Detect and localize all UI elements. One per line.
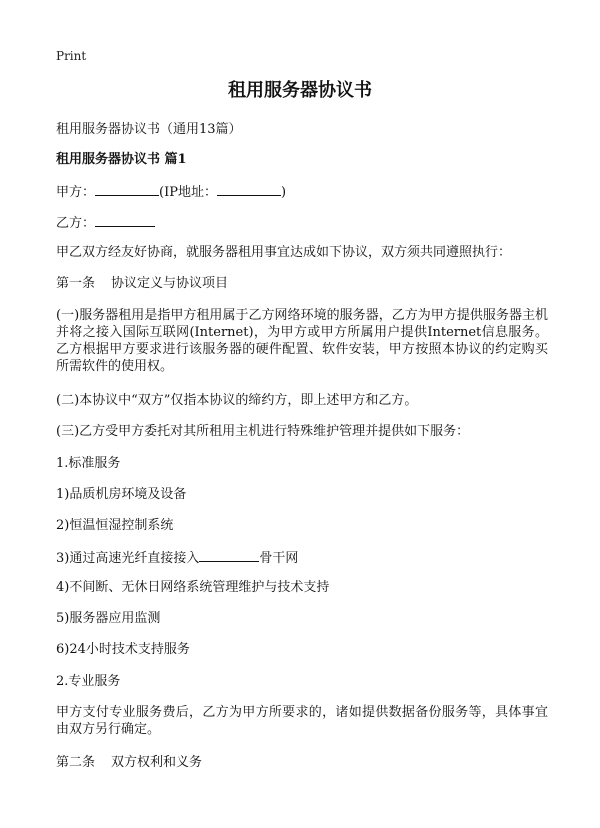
standard-service-item-3 bbox=[56, 549, 298, 567]
standard-service-item-3-suffix: 骨干网 bbox=[259, 551, 299, 566]
professional-services-paragraph: 甲方支付专业服务费后，乙方为甲方所要求的，诸如提供数据备份服务等，具体事宜由双方另行确定。 bbox=[56, 705, 548, 737]
article-2-heading bbox=[56, 755, 202, 771]
standard-service-item-3-text: 3)通过高速光纤直接接入 bbox=[56, 551, 200, 566]
standard-service-item-2: 2)恒温恒湿控制系统 bbox=[56, 518, 174, 533]
article-1-title: 协议定义与协议项目 bbox=[111, 276, 229, 291]
section-heading: 租用服务器协议书 篇1 bbox=[56, 152, 187, 167]
document-title: 租用服务器协议书 bbox=[228, 80, 372, 101]
article-1-heading bbox=[56, 276, 228, 292]
article-2-number: 第二条 bbox=[56, 755, 96, 770]
print-link[interactable]: Print bbox=[56, 49, 87, 63]
standard-service-item-5: 5)服务器应用监测 bbox=[56, 611, 161, 626]
standard-service-item-6: 6)24小时技术支持服务 bbox=[56, 642, 190, 657]
standard-service-item-3-blank bbox=[199, 549, 259, 562]
article-2-title: 双方权利和义务 bbox=[111, 755, 203, 770]
clause-3-paragraph: (三)乙方受甲方委托对其所租用主机进行特殊维护管理并提供如下服务： bbox=[56, 424, 470, 439]
article-1-number: 第一条 bbox=[56, 276, 96, 291]
party-b-line bbox=[56, 214, 155, 232]
party-a-line bbox=[56, 183, 286, 201]
party-a-ip-suffix: ) bbox=[280, 185, 287, 200]
standard-service-item-1: 1)品质机房环境及设备 bbox=[56, 487, 187, 502]
party-a-blank bbox=[95, 183, 159, 196]
party-a-label: 甲方： bbox=[56, 185, 96, 200]
clause-2-paragraph: (二)本协议中“双方”仅指本协议的缔约方，即上述甲方和乙方。 bbox=[56, 393, 418, 408]
party-b-label: 乙方： bbox=[56, 216, 96, 231]
clause-1-paragraph: (一)服务器租用是指甲方租用属于乙方网络环境的服务器，乙方为甲方提供服务器主机并将之接入国际互联网(Internet)，为甲方或甲方所属用户提供Internet信息服务。乙方根据甲方要求进行该服务器的硬件配置、软件安装，甲方按照本协议的约定购买所需软件的使用权。 bbox=[56, 308, 548, 374]
party-a-ip-prefix: (IP地址： bbox=[159, 185, 217, 200]
standard-service-item-4: 4)不间断、无休日网络系统管理维护与技术支持 bbox=[56, 580, 330, 595]
professional-services-heading: 2.专业服务 bbox=[56, 674, 121, 689]
party-a-ip-blank bbox=[217, 183, 281, 196]
standard-services-heading: 1.标准服务 bbox=[56, 456, 121, 471]
intro-paragraph: 甲乙双方经友好协商，就服务器租用事宜达成如下协议，双方须共同遵照执行： bbox=[56, 245, 512, 260]
party-b-blank bbox=[95, 214, 155, 227]
document-subtitle: 租用服务器协议书（通用13篇） bbox=[56, 122, 242, 137]
